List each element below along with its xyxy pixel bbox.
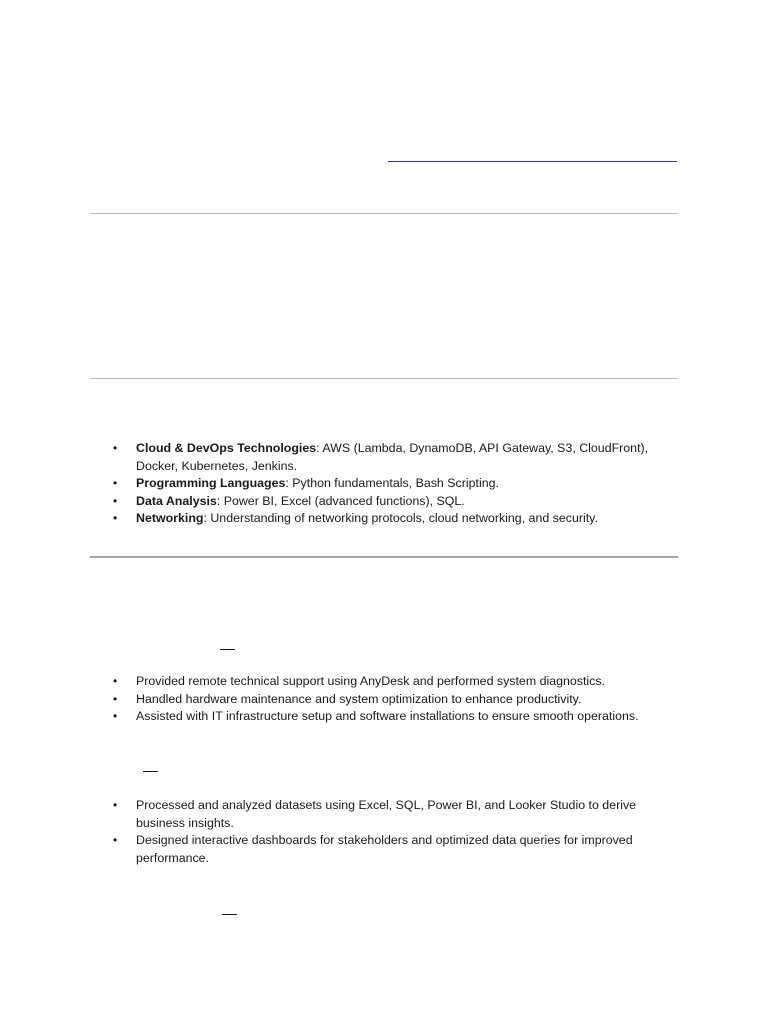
skill-text: : Understanding of networking protocols, cloud networking, and security. — [203, 511, 598, 525]
em-dash — [220, 649, 235, 650]
section-divider — [90, 556, 678, 558]
bullet-text: Designed interactive dashboards for stakeholders and optimized data queries for improved performance. — [136, 833, 633, 865]
list-item — [110, 691, 670, 709]
skills-list — [110, 440, 670, 528]
bullet-icon: • — [113, 441, 118, 455]
bullet-icon: • — [113, 798, 118, 812]
section-divider — [90, 213, 678, 214]
em-dash — [143, 771, 158, 772]
bullet-icon: • — [113, 709, 118, 723]
skill-item-programming-languages — [110, 475, 670, 493]
skill-label: Programming Languages — [136, 476, 286, 490]
email-link-underline[interactable] — [388, 161, 677, 162]
bullet-icon: • — [113, 493, 118, 508]
skill-label: Networking — [136, 511, 204, 525]
bullet-icon: • — [113, 511, 118, 525]
experience-bullets — [110, 673, 670, 726]
bullet-icon: • — [113, 476, 118, 490]
skill-item-cloud-devops — [110, 440, 670, 475]
bullet-icon: • — [113, 833, 118, 847]
skill-label: Data Analysis — [136, 493, 217, 508]
skill-text: : AWS (Lambda, DynamoDB, API Gateway, S3, CloudFront), Docker, Kubernetes, Jenkins. — [136, 441, 649, 473]
skill-item-data-analysis — [110, 493, 670, 511]
skill-text: : Power BI, Excel (advanced functions), SQL. — [216, 493, 465, 508]
bullet-text: Provided remote technical support using AnyDesk and performed system diagnostics. — [136, 674, 606, 688]
bullet-icon: • — [113, 691, 118, 706]
experience-bullets — [110, 797, 670, 867]
em-dash — [222, 914, 237, 915]
skill-text: : Python fundamentals, Bash Scripting. — [285, 476, 499, 490]
list-item — [110, 708, 670, 726]
bullet-text: Handled hardware maintenance and system optimization to enhance productivity. — [136, 691, 582, 706]
section-divider — [90, 378, 678, 379]
bullet-text: Processed and analyzed datasets using Excel, SQL, Power BI, and Looker Studio to derive business insights. — [136, 798, 637, 830]
skill-label: Cloud & DevOps Technologies — [136, 441, 317, 455]
list-item — [110, 673, 670, 691]
bullet-text: Assisted with IT infrastructure setup and software installations to ensure smooth operations. — [136, 709, 639, 723]
list-item — [110, 832, 670, 867]
bullet-icon: • — [113, 674, 118, 688]
list-item — [110, 797, 670, 832]
skill-item-networking — [110, 510, 670, 528]
